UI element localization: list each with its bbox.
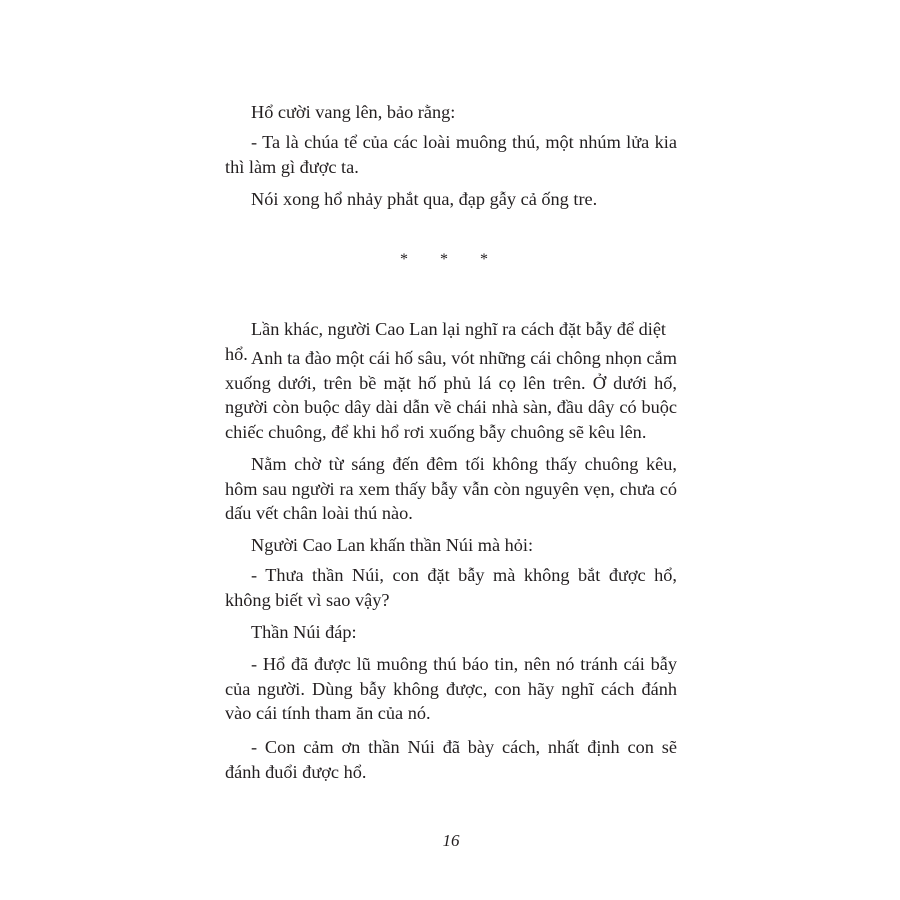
paragraph-tiger-jumps: Nói xong hổ nhảy phắt qua, đạp gẫy cả ống tre. [251,189,598,209]
paragraph-god-advice: - Hổ đã được lũ muông thú báo tin, nên nó tránh cái bẫy của người. Dùng bẫy không được, con hãy nghĩ cách đánh vào cái tính tham ăn của nó. [225,654,677,723]
paragraph-trap-idea: Lần khác, người Cao Lan lại nghĩ ra cách đặt bẫy để diệt hổ. [225,319,667,364]
paragraph-question: - Thưa thần Núi, con đặt bẫy mà không bắt được hổ, không biết vì sao vậy? [225,565,677,610]
page-number: 16 [442,831,460,850]
paragraph-dig-pit: Anh ta đào một cái hố sâu, vót những cái chông nhọn cắm xuống dưới, trên bề mặt hố phủ lá cọ lên trên. Ở dưới hố, người còn buộc dây dài dẫn về chái nhà sàn, đầu dây có buộc chiếc chuông, để khi hổ rơi xuống bẫy chuông sẽ kêu lên. [225,348,677,442]
paragraph-tiger-laughs: Hổ cười vang lên, bảo rằng: [251,102,456,122]
section-separator: * * * [400,251,502,268]
book-page [225,90,677,870]
paragraph-waiting: Nằm chờ từ sáng đến đêm tối không thấy chuông kêu, hôm sau người ra xem thấy bẫy vẫn còn nguyên vẹn, chưa có dấu vết chân loài thú nào. [225,454,677,523]
paragraph-tiger-boast: - Ta là chúa tể của các loài muông thú, một nhúm lửa kia thì làm gì được ta. [225,132,677,177]
paragraph-thanks: - Con cảm ơn thần Núi đã bày cách, nhất định con sẽ đánh đuổi được hổ. [225,737,677,782]
paragraph-god-answers: Thần Núi đáp: [251,622,357,642]
paragraph-pray-mountain-god: Người Cao Lan khấn thần Núi mà hỏi: [251,535,534,555]
